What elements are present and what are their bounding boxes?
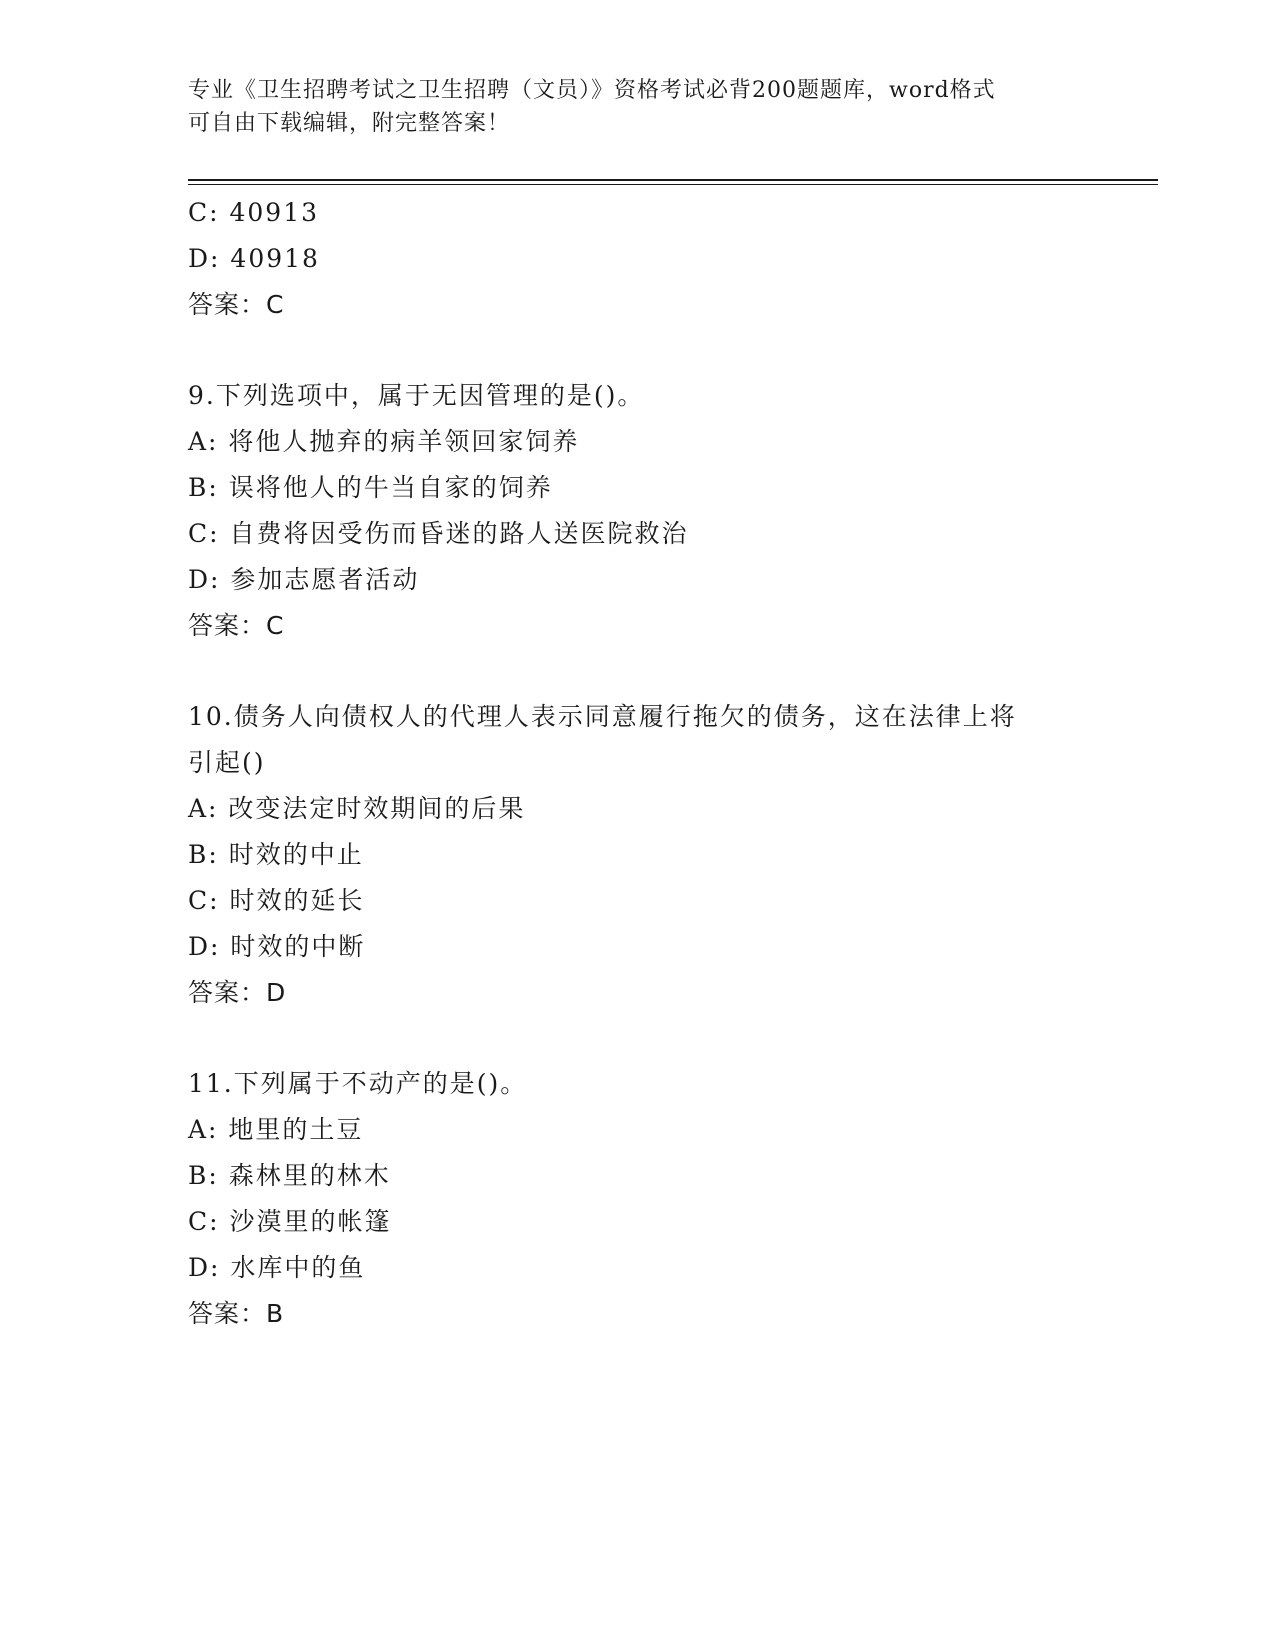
header-line-1: 专业《卫生招聘考试之卫生招聘（文员）》资格考试必背200题题库，word格式 bbox=[188, 78, 996, 103]
question-list bbox=[188, 190, 1088, 1337]
option-c: C: 自费将因受伤而昏迷的路人送医院救治 bbox=[188, 519, 689, 548]
answer-label: 答案：C bbox=[188, 611, 285, 640]
page-header bbox=[188, 74, 1088, 140]
option-c: C: 时效的延长 bbox=[188, 886, 365, 915]
spacer bbox=[188, 328, 1088, 373]
option-b: B: 森林里的林木 bbox=[188, 1161, 391, 1190]
option-b: B: 误将他人的牛当自家的饲养 bbox=[188, 473, 553, 502]
answer-label: 答案：D bbox=[188, 978, 287, 1007]
header-divider-thick bbox=[188, 179, 1158, 181]
question-stem: 11.下列属于不动产的是()。 bbox=[188, 1069, 528, 1098]
option-a: A: 地里的土豆 bbox=[188, 1115, 364, 1144]
option-d: D: 时效的中断 bbox=[188, 932, 366, 961]
option-b: B: 时效的中止 bbox=[188, 840, 364, 869]
question-block-9 bbox=[188, 373, 1088, 649]
option-d: D: 参加志愿者活动 bbox=[188, 565, 420, 594]
spacer bbox=[188, 649, 1088, 694]
option-a: A: 将他人抛弃的病羊领回家饲养 bbox=[188, 427, 580, 456]
question-stem: 9.下列选项中，属于无因管理的是()。 bbox=[188, 381, 645, 410]
option-c: C: 40913 bbox=[188, 198, 320, 227]
question-stem: 10.债务人向债权人的代理人表示同意履行拖欠的债务，这在法律上将 bbox=[188, 702, 1017, 731]
header-divider-thin bbox=[188, 184, 1158, 185]
option-d: D: 水库中的鱼 bbox=[188, 1253, 366, 1282]
question-block-8 bbox=[188, 190, 1088, 328]
option-d: D: 40918 bbox=[188, 244, 320, 273]
answer-label: 答案：B bbox=[188, 1299, 285, 1328]
question-stem-continued: 引起() bbox=[188, 748, 266, 777]
question-block-10 bbox=[188, 694, 1088, 1016]
question-block-11 bbox=[188, 1061, 1088, 1337]
option-c: C: 沙漠里的帐篷 bbox=[188, 1207, 392, 1236]
option-a: A: 改变法定时效期间的后果 bbox=[188, 794, 526, 823]
spacer bbox=[188, 1016, 1088, 1061]
header-line-2: 可自由下载编辑，附完整答案！ bbox=[188, 111, 511, 136]
answer-label: 答案：C bbox=[188, 290, 285, 319]
